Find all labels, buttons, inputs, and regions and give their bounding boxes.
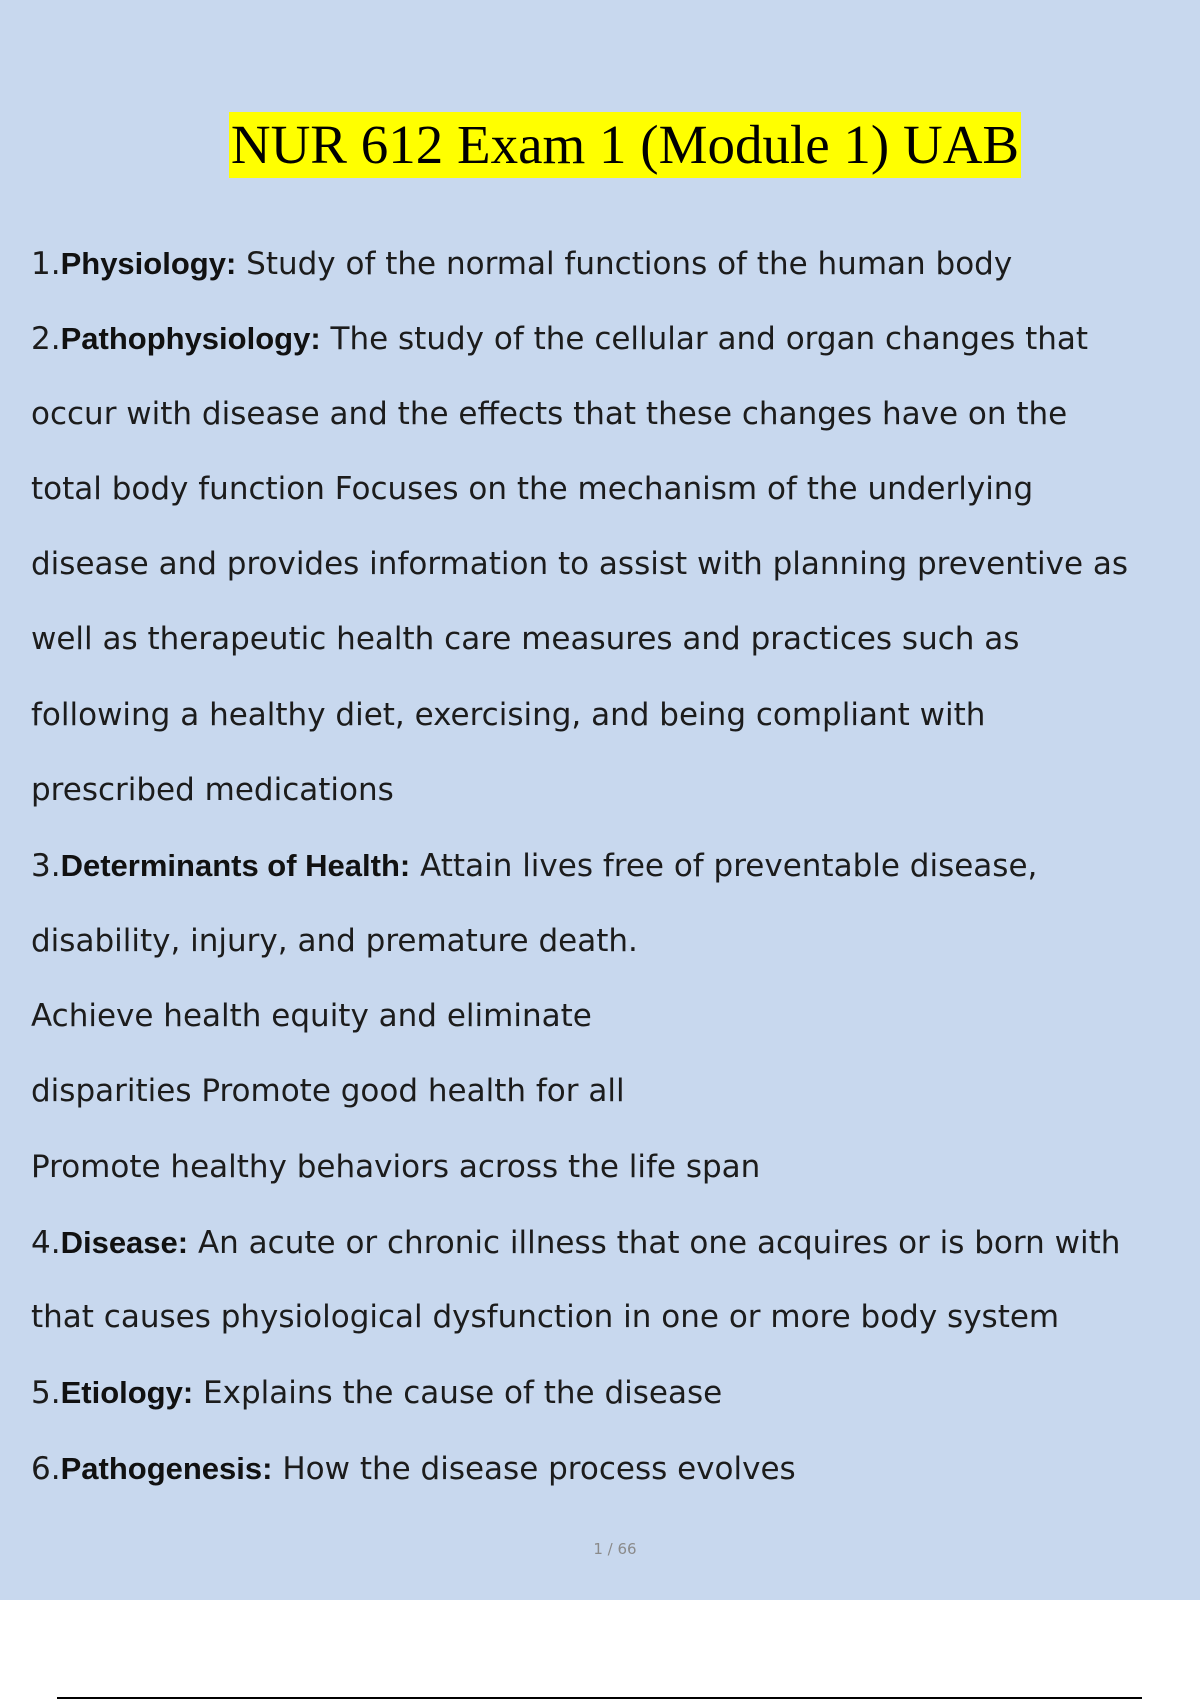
- item-number: 5.: [31, 1375, 61, 1412]
- item-number: 2.: [31, 321, 61, 358]
- item-definition-line: The study of the cellular and organ changes that: [330, 321, 1089, 358]
- item-definition-line: Promote healthy behaviors across the life span: [31, 1148, 761, 1185]
- item-term: Determinants of Health:: [60, 848, 411, 884]
- item-term: Disease:: [60, 1224, 189, 1260]
- item-definition-line: Attain lives free of preventable disease,: [420, 848, 1038, 885]
- item-definition-line: disparities Promote good health for all: [31, 1073, 625, 1110]
- item-number: 3.: [31, 848, 61, 885]
- item-number: 1.: [31, 246, 61, 282]
- list-item: [31, 301, 1191, 376]
- item-definition-line: total body function Focuses on the mechanism of the underlying: [31, 470, 1034, 507]
- item-definition-line: disability, injury, and premature death.: [31, 922, 638, 959]
- item-definition-line: An acute or chronic illness that one acquires or is born with: [197, 1224, 1121, 1261]
- document-title: NUR 612 Exam 1 (Module 1) UAB: [229, 112, 1021, 178]
- item-definition-line: Explains the cause of the disease: [203, 1375, 723, 1412]
- item-definition-line: prescribed medications: [31, 772, 394, 809]
- item-number: 4.: [31, 1224, 61, 1261]
- item-definition-line: How the disease process evolves: [282, 1450, 796, 1487]
- item-term: Pathogenesis:: [60, 1450, 273, 1486]
- list-item: [31, 1205, 1191, 1280]
- page-indicator: 1 / 66: [593, 1540, 637, 1558]
- item-definition-line: Study of the normal functions of the human body: [246, 246, 1013, 282]
- item-term: Pathophysiology:: [60, 321, 321, 357]
- item-term: Physiology:: [60, 246, 237, 281]
- item-definition-line: that causes physiological dysfunction in one or more body system: [31, 1299, 1060, 1336]
- list-item: [31, 226, 1191, 301]
- list-item: [31, 1355, 1191, 1430]
- item-term: Etiology:: [60, 1375, 194, 1411]
- divider: [57, 1697, 1142, 1699]
- list-item: [31, 1431, 1191, 1506]
- flashcard-list: [31, 226, 1191, 1506]
- item-number: 6.: [31, 1450, 61, 1487]
- title-block: [0, 112, 1200, 178]
- item-definition-line: well as therapeutic health care measures and practices such as: [31, 621, 1020, 658]
- item-definition-line: following a healthy diet, exercising, and being compliant with: [31, 696, 986, 733]
- item-definition-line: disease and provides information to assist with planning preventive as: [31, 546, 1129, 583]
- list-item: [31, 828, 1191, 903]
- item-definition-line: occur with disease and the effects that these changes have on the: [31, 395, 1068, 432]
- item-definition-line: Achieve health equity and eliminate: [31, 997, 592, 1034]
